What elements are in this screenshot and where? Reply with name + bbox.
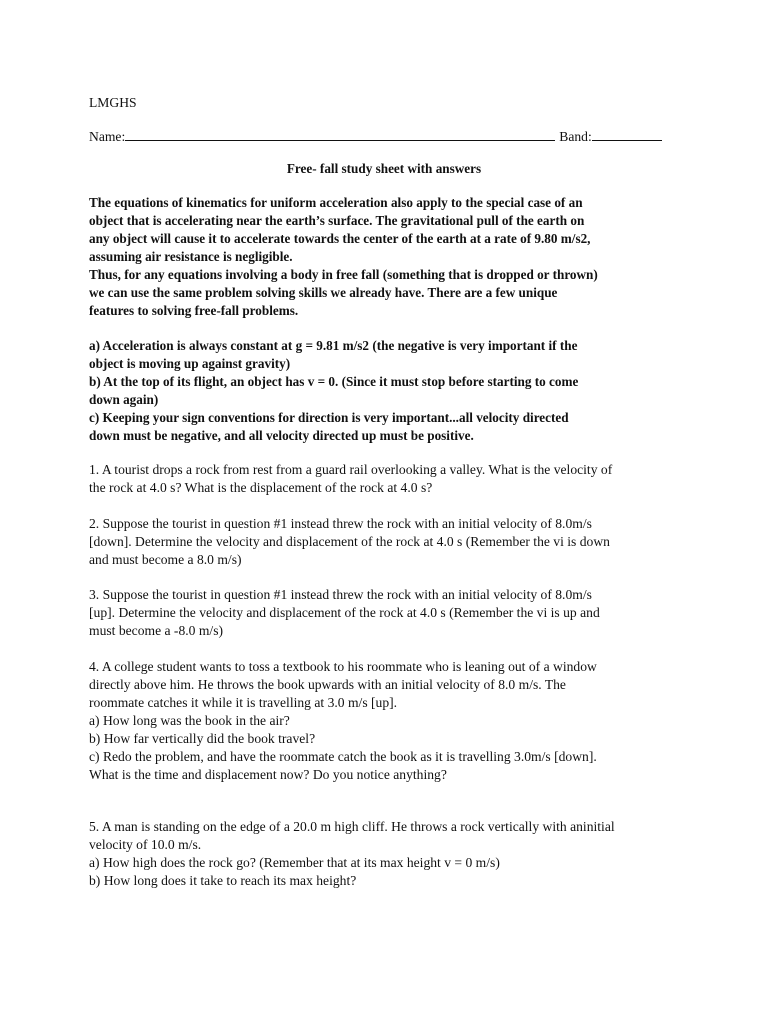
question-3 <box>89 586 689 640</box>
question-line: roommate catches it while it is travelling at 3.0 m/s [up]. <box>89 695 398 710</box>
rule-line: c) Keeping your sign conventions for direction is very important...all velocity directed <box>89 410 569 425</box>
question-line: 1. A tourist drops a rock from rest from a guard rail overlooking a valley. What is the velocity of <box>89 462 613 477</box>
question-line: 2. Suppose the tourist in question #1 instead threw the rock with an initial velocity of 8.0m/s <box>89 516 592 531</box>
question-line: [down]. Determine the velocity and displacement of the rock at 4.0 s (Remember the vi is down <box>89 534 610 549</box>
intro-line: The equations of kinematics for uniform acceleration also apply to the special case of an <box>89 195 583 210</box>
question-4 <box>89 658 689 784</box>
intro-line: Thus, for any equations involving a body in free fall (something that is dropped or thrown) <box>89 267 598 282</box>
rule-line: object is moving up against gravity) <box>89 356 291 371</box>
question-line: 5. A man is standing on the edge of a 20.0 m high cliff. He throws a rock vertically with aninitial <box>89 819 615 834</box>
question-1 <box>89 461 689 497</box>
name-label: Name: <box>89 129 126 144</box>
question-line: and must become a 8.0 m/s) <box>89 552 242 567</box>
school-name <box>89 94 689 112</box>
school-label: LMGHS <box>89 95 137 110</box>
rules-list <box>89 337 689 445</box>
question-line: must become a -8.0 m/s) <box>89 623 224 638</box>
band-blank[interactable] <box>592 128 662 141</box>
question-line: b) How long does it take to reach its max height? <box>89 873 357 888</box>
rule-line: b) At the top of its flight, an object has v = 0. (Since it must stop before starting to come <box>89 374 579 389</box>
intro-line: we can use the same problem solving skills we already have. There are a few unique <box>89 285 558 300</box>
band-label: Band: <box>559 129 592 144</box>
name-band-line <box>89 128 689 146</box>
question-line: velocity of 10.0 m/s. <box>89 837 202 852</box>
question-line: What is the time and displacement now? Do you notice anything? <box>89 767 447 782</box>
name-blank[interactable] <box>125 128 555 141</box>
question-line: a) How long was the book in the air? <box>89 713 290 728</box>
question-2 <box>89 515 689 569</box>
page-title: Free- fall study sheet with answers <box>286 161 482 176</box>
intro-line: assuming air resistance is negligible. <box>89 249 293 264</box>
intro-line: any object will cause it to accelerate towards the center of the earth at a rate of 9.80 m/s2, <box>89 231 591 246</box>
rule-line: a) Acceleration is always constant at g = 9.81 m/s2 (the negative is very important if the <box>89 338 578 353</box>
rule-line: down again) <box>89 392 159 407</box>
question-line: [up]. Determine the velocity and displacement of the rock at 4.0 s (Remember the vi is up and <box>89 605 600 620</box>
intro-paragraph <box>89 194 689 320</box>
question-line: directly above him. He throws the book upwards with an initial velocity of 8.0 m/s. The <box>89 677 566 692</box>
question-line: c) Redo the problem, and have the roommate catch the book as it is travelling 3.0m/s [down]. <box>89 749 597 764</box>
question-line: 4. A college student wants to toss a textbook to his roommate who is leaning out of a window <box>89 659 597 674</box>
question-5 <box>89 818 689 890</box>
question-line: 3. Suppose the tourist in question #1 instead threw the rock with an initial velocity of 8.0m/s <box>89 587 592 602</box>
rule-line: down must be negative, and all velocity directed up must be positive. <box>89 428 474 443</box>
question-line: b) How far vertically did the book travel? <box>89 731 316 746</box>
question-line: a) How high does the rock go? (Remember that at its max height v = 0 m/s) <box>89 855 500 870</box>
intro-line: features to solving free-fall problems. <box>89 303 299 318</box>
intro-line: object that is accelerating near the earth’s surface. The gravitational pull of the earth on <box>89 213 585 228</box>
question-line: the rock at 4.0 s? What is the displacement of the rock at 4.0 s? <box>89 480 433 495</box>
